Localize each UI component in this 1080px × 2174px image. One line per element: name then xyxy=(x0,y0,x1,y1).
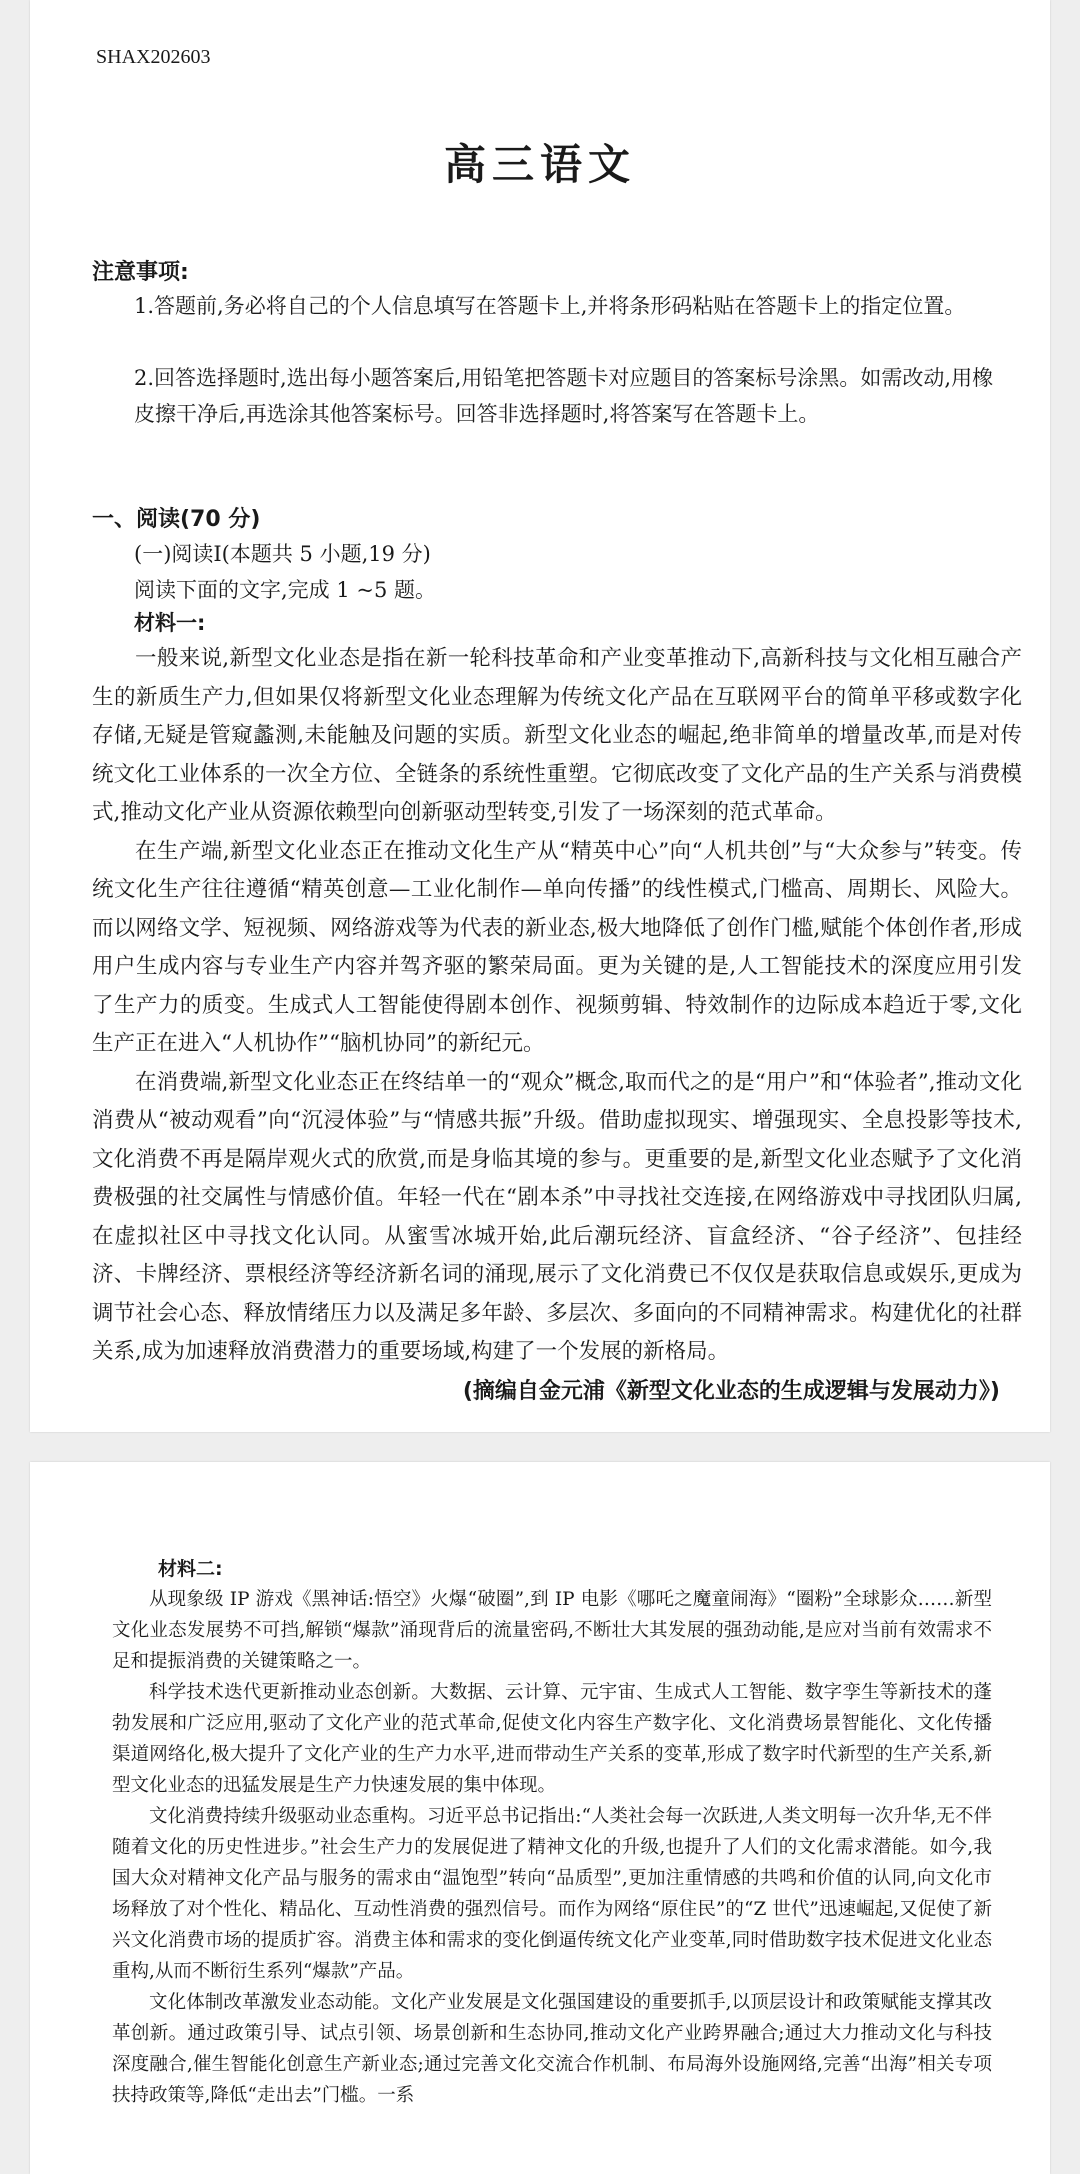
notice-item-number: 2. xyxy=(134,366,155,390)
notice-item-text: 答题前,务必将自己的个人信息填写在答题卡上,并将条形码粘贴在答题卡上的指定位置。 xyxy=(154,294,966,318)
material-1-text xyxy=(92,640,1022,1372)
page-title: 高三语文 xyxy=(443,140,636,189)
section-subheading: (一)阅读Ⅰ(本题共 5 小题,19 分) xyxy=(134,542,431,566)
notice-item-1 xyxy=(134,288,1014,324)
paragraph: 文化体制改革激发业态动能。文化产业发展是文化强国建设的重要抓手,以顶层设计和政策赋能支撑其改革创新。通过政策引导、试点引领、场景创新和生态协同,推动文化产业跨界融合;通过大力推动文化与科技深度融合,催生智能化创意生产新业态;通过完善文化交流合作机制、布局海外设施网络,完善“出海”相关专项扶持政策等,降低“走出去”门槛。一系 xyxy=(112,1992,992,2106)
exam-code: SHAX202603 xyxy=(96,46,211,68)
exam-page-1 xyxy=(30,0,1050,1432)
notice-item-number: 1. xyxy=(134,294,155,318)
notice-item-text: 回答选择题时,选出每小题答案后,用铅笔把答题卡对应题目的答案标号涂黑。如需改动,用橡皮擦干净后,再选涂其他答案标号。回答非选择题时,将答案写在答题卡上。 xyxy=(134,366,994,426)
paragraph: 一般来说,新型文化业态是指在新一轮科技革命和产业变革推动下,高新科技与文化相互融合产生的新质生产力,但如果仅将新型文化业态理解为传统文化产品在互联网平台的简单平移或数字化存储,无疑是管窥蠡测,未能触及问题的实质。新型文化业态的崛起,绝非简单的增量改革,而是对传统文化工业体系的一次全方位、全链条的系统性重塑。它彻底改变了文化产品的生产关系与消费模式,推动文化产业从资源依赖型向创新驱动型转变,引发了一场深刻的范式革命。 xyxy=(92,646,1022,825)
section-instruction: 阅读下面的文字,完成 1 ~5 题。 xyxy=(134,578,437,602)
paragraph: 在生产端,新型文化业态正在推动文化生产从“精英中心”向“人机共创”与“大众参与”转变。传统文化生产往往遵循“精英创意—工业化制作—单向传播”的线性模式,门槛高、周期长、风险大。而以网络文学、短视频、网络游戏等为代表的新业态,极大地降低了创作门槛,赋能个体创作者,形成用户生成内容与专业生产内容并驾齐驱的繁荣局面。更为关键的是,人工智能技术的深度应用引发了生产力的质变。生成式人工智能使得剧本创作、视频剪辑、特效制作的边际成本趋近于零,文化生产正在进入“人机协作”“脑机协同”的新纪元。 xyxy=(92,838,1022,1056)
material-2-label: 材料二: xyxy=(158,1558,223,1580)
paragraph: 从现象级 IP 游戏《黑神话:悟空》火爆“破圈”,到 IP 电影《哪吒之魔童闹海》“圈粉”全球影众……新型文化业态发展势不可挡,解锁“爆款”涌现背后的流量密码,不断壮大其发展的强劲动能,是应对当前有效需求不足和提振消费的关键策略之一。 xyxy=(112,1589,992,1672)
paragraph: 科学技术迭代更新推动业态创新。大数据、云计算、元宇宙、生成式人工智能、数字孪生等新技术的蓬勃发展和广泛应用,驱动了文化产业的范式革命,促使文化内容生产数字化、文化消费场景智能化、文化传播渠道网络化,极大提升了文化产业的生产力水平,进而带动生产关系的变革,形成了数字时代新型的生产关系,新型文化业态的迅猛发展是生产力快速发展的集中体现。 xyxy=(112,1682,992,1796)
material-1-label: 材料一: xyxy=(134,611,206,635)
paragraph: 在消费端,新型文化业态正在终结单一的“观众”概念,取而代之的是“用户”和“体验者”,推动文化消费从“被动观看”向“沉浸体验”与“情感共振”升级。借助虚拟现实、增强现实、全息投影等技术,文化消费不再是隔岸观火式的欣赏,而是身临其境的参与。更重要的是,新型文化业态赋予了文化消费极强的社交属性与情感价值。年轻一代在“剧本杀”中寻找社交连接,在网络游戏中寻找团队归属,在虚拟社区中寻找文化认同。从蜜雪冰城开始,此后潮玩经济、盲盒经济、“谷子经济”、包挂经济、卡牌经济、票根经济等经济新名词的涌现,展示了文化消费已不仅仅是获取信息或娱乐,更成为调节社会心态、释放情绪压力以及满足多年龄、多层次、多面向的不同精神需求。构建优化的社群关系,成为加速释放消费潜力的重要场域,构建了一个发展的新格局。 xyxy=(92,1069,1022,1364)
exam-page-2 xyxy=(30,1462,1050,2174)
notice-heading: 注意事项: xyxy=(92,260,189,285)
section-heading: 一、阅读(70 分) xyxy=(92,507,261,532)
material-2-text xyxy=(112,1584,992,2111)
notice-item-2 xyxy=(134,360,1014,432)
paragraph: 文化消费持续升级驱动业态重构。习近平总书记指出:“人类社会每一次跃进,人类文明每一次升华,无不伴随着文化的历史性进步。”社会生产力的发展促进了精神文化的升级,也提升了人们的文化需求潜能。如今,我国大众对精神文化产品与服务的需求由“温饱型”转向“品质型”,更加注重情感的共鸣和价值的认同,向文化市场释放了对个性化、精品化、互动性消费的强烈信号。而作为网络“原住民”的“Z 世代”迅速崛起,又促使了新兴文化消费市场的提质扩容。消费主体和需求的变化倒逼传统文化产业变革,同时借助数字技术促进文化业态重构,从而不断衍生系列“爆款”产品。 xyxy=(112,1806,992,1982)
material-1-source: (摘编自金元浦《新型文化业态的生成逻辑与发展动力》) xyxy=(462,1379,1000,1404)
